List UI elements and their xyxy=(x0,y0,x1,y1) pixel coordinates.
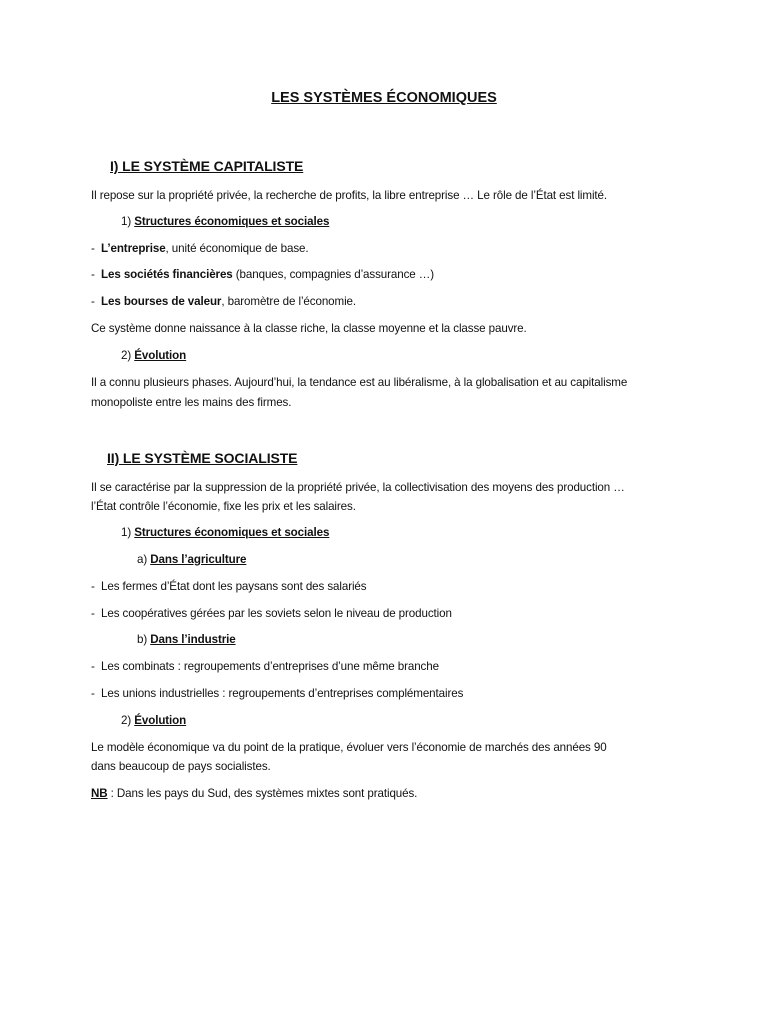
bullet-item xyxy=(91,660,439,674)
bullet-item xyxy=(91,242,309,256)
bullet-text: , baromètre de l’économie. xyxy=(221,295,357,308)
bullet-dash: - xyxy=(91,687,95,700)
bullet-item xyxy=(91,607,452,621)
section2-sub1 xyxy=(121,526,329,540)
bullet-bold: L’entreprise xyxy=(101,242,166,255)
sub-number: 2) xyxy=(121,714,132,727)
sub-title: Structures économiques et sociales xyxy=(134,526,330,539)
document-title: LES SYSTÈMES ÉCONOMIQUES xyxy=(271,90,497,106)
bullet-dash: - xyxy=(91,607,95,620)
section2-heading: II) LE SYSTÈME SOCIALISTE xyxy=(107,450,298,466)
bullet-dash: - xyxy=(91,268,95,281)
section2-evolution-line1: Le modèle économique va du point de la pratique, évoluer vers l’économie de marchés des années 90 xyxy=(91,741,607,754)
sub-title: Dans l’industrie xyxy=(150,633,236,646)
bullet-text: Les unions industrielles : regroupements d’entreprises complémentaires xyxy=(101,687,464,700)
bullet-item xyxy=(91,687,463,701)
sub-number: 1) xyxy=(121,526,132,539)
bullet-item xyxy=(91,295,356,309)
bullet-text: (banques, compagnies d’assurance …) xyxy=(232,268,435,281)
bullet-dash: - xyxy=(91,242,95,255)
section2-evolution-line2: dans beaucoup de pays socialistes. xyxy=(91,760,271,773)
bullet-text: Les coopératives gérées par les soviets selon le niveau de production xyxy=(101,607,452,620)
section1-evolution-line2: monopoliste entre les mains des firmes. xyxy=(91,396,292,409)
bullet-dash: - xyxy=(91,295,95,308)
bullet-item xyxy=(91,580,366,594)
section1-classes: Ce système donne naissance à la classe riche, la classe moyenne et la classe pauvre. xyxy=(91,322,527,335)
nb-label: NB xyxy=(91,787,108,800)
sub-title: Structures économiques et sociales xyxy=(134,215,330,228)
sub-letter: a) xyxy=(137,553,148,566)
nb-text: : Dans les pays du Sud, des systèmes mixtes sont pratiqués. xyxy=(107,787,418,800)
section1-heading: I) LE SYSTÈME CAPITALISTE xyxy=(110,158,304,174)
sub-title: Évolution xyxy=(134,714,187,727)
sub-letter: b) xyxy=(137,633,148,646)
sub-number: 1) xyxy=(121,215,132,228)
section1-sub2 xyxy=(121,349,186,363)
bullet-text: Les combinats : regroupements d’entreprises d’une même branche xyxy=(101,660,439,673)
sub-title: Évolution xyxy=(134,349,187,362)
indus-subheading xyxy=(137,633,236,647)
bullet-item xyxy=(91,268,434,282)
bullet-dash: - xyxy=(91,660,95,673)
section2-sub2 xyxy=(121,714,186,728)
bullet-text: Les fermes d’État dont les paysans sont des salariés xyxy=(101,580,367,593)
bullet-bold: Les bourses de valeur xyxy=(101,295,222,308)
section1-evolution-line1: Il a connu plusieurs phases. Aujourd’hui, la tendance est au libéralisme, à la globalisation et au capitalisme xyxy=(91,376,628,389)
section2-intro-line1: Il se caractérise par la suppression de la propriété privée, la collectivisation des moyens des production … xyxy=(91,481,625,494)
agri-subheading xyxy=(137,553,246,567)
nb-note xyxy=(91,787,417,801)
bullet-bold: Les sociétés financières xyxy=(101,268,233,281)
section1-intro: Il repose sur la propriété privée, la recherche de profits, la libre entreprise … Le rôle de l’État est limité. xyxy=(91,189,608,202)
bullet-text: , unité économique de base. xyxy=(165,242,309,255)
section1-sub1 xyxy=(121,215,329,229)
section2-intro-line2: l’État contrôle l’économie, fixe les prix et les salaires. xyxy=(91,500,356,513)
sub-number: 2) xyxy=(121,349,132,362)
bullet-dash: - xyxy=(91,580,95,593)
sub-title: Dans l’agriculture xyxy=(150,553,247,566)
